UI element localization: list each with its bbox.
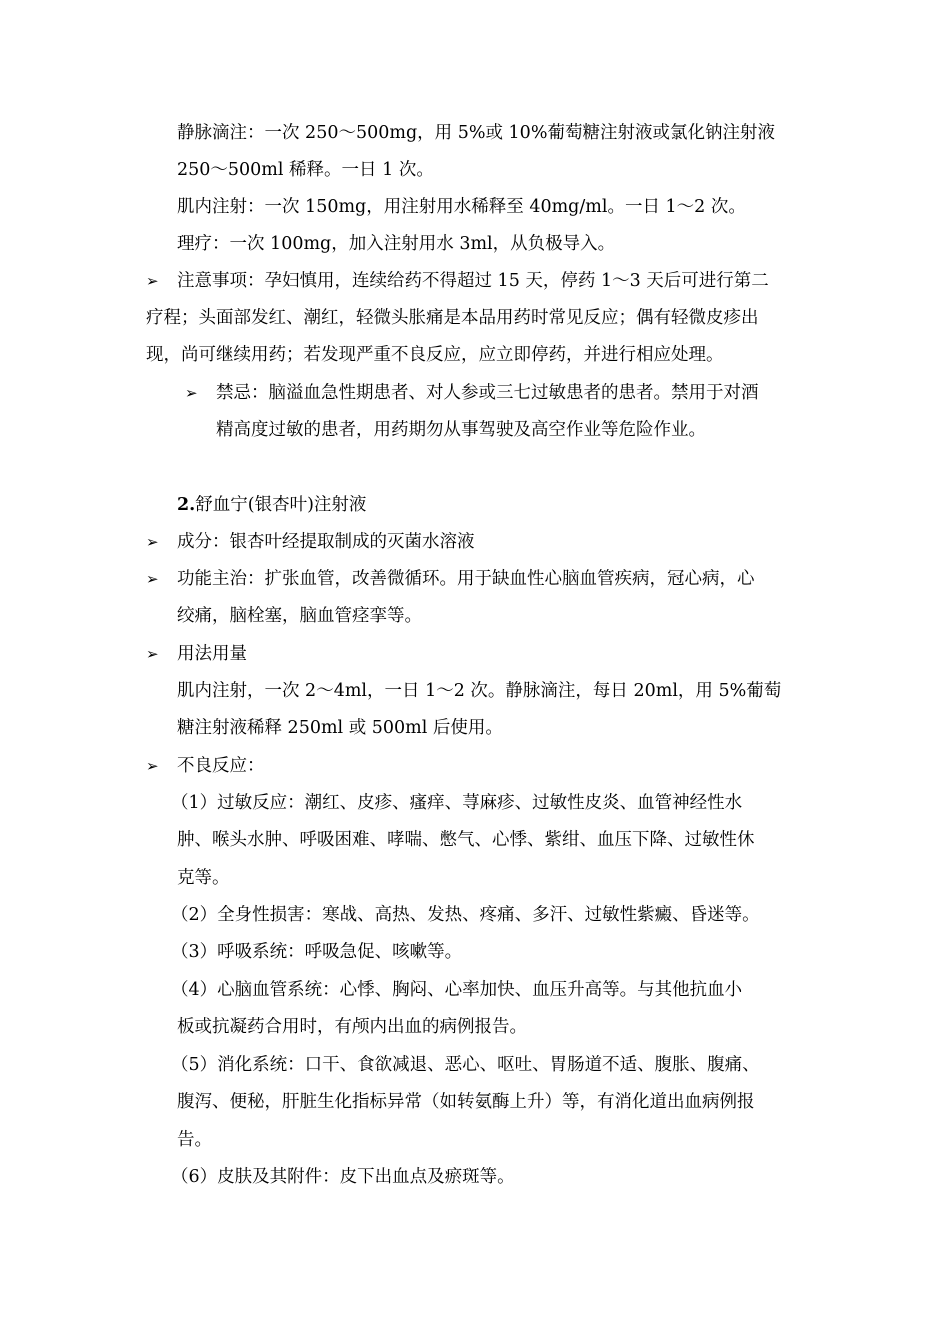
- adverse-3-line: （3）呼吸系统：呼吸急促、咳嗽等。: [171, 942, 463, 962]
- adverse-1-line-3: 克等。: [177, 868, 230, 888]
- bullet-arrow-icon: ➢: [146, 570, 159, 588]
- adverse-6-line: （6）皮肤及其附件：皮下出血点及瘀斑等。: [171, 1167, 515, 1187]
- adverse-heading: 不良反应：: [177, 756, 265, 776]
- contraindications-line-2: 精高度过敏的患者，用药期勿从事驾驶及高空作业等危险作业。: [216, 420, 706, 440]
- iv-drip-line-2: 250～500ml 稀释。一日 1 次。: [177, 160, 434, 180]
- section-2-title: [177, 493, 366, 517]
- contraindications-line-1: 禁忌：脑溢血急性期患者、对人参或三七过敏患者的患者。禁用于对酒: [216, 383, 759, 403]
- bullet-arrow-icon: ➢: [185, 384, 198, 402]
- usage-heading: 用法用量: [177, 644, 247, 664]
- bullet-arrow-icon: ➢: [146, 645, 159, 663]
- precautions-line-3: 现，尚可继续用药；若发现严重不良反应，应立即停药，并进行相应处理。: [146, 345, 724, 365]
- section-2-number: 2.: [177, 495, 196, 515]
- bullet-arrow-icon: ➢: [146, 272, 159, 290]
- adverse-5-line-1: （5）消化系统：口干、食欲减退、恶心、呕吐、胃肠道不适、腹胀、腹痛、: [171, 1055, 760, 1075]
- usage-line-2: 糖注射液稀释 250ml 或 500ml 后使用。: [177, 718, 503, 738]
- precautions-line-1: 注意事项：孕妇慎用，连续给药不得超过 15 天，停药 1～3 天后可进行第二: [177, 271, 769, 291]
- physiotherapy-line: 理疗：一次 100mg，加入注射用水 3ml，从负极导入。: [177, 234, 616, 254]
- adverse-5-line-2: 腹泻、便秘，肝脏生化指标异常（如转氨酶上升）等，有消化道出血病例报: [177, 1092, 755, 1112]
- composition-line: 成分：银杏叶经提取制成的灭菌水溶液: [177, 532, 475, 552]
- precautions-line-2: 疗程；头面部发红、潮红，轻微头胀痛是本品用药时常见反应；偶有轻微皮疹出: [146, 308, 759, 328]
- bullet-arrow-icon: ➢: [146, 757, 159, 775]
- adverse-2-line: （2）全身性损害：寒战、高热、发热、疼痛、多汗、过敏性紫癜、昏迷等。: [171, 905, 760, 925]
- function-line-2: 绞痛，脑栓塞，脑血管痉挛等。: [177, 606, 422, 626]
- usage-line-1: 肌内注射，一次 2～4ml，一日 1～2 次。静脉滴注，每日 20ml，用 5%葡萄: [177, 681, 782, 701]
- adverse-5-line-3: 告。: [177, 1130, 212, 1150]
- adverse-1-line-1: （1）过敏反应：潮红、皮疹、瘙痒、荨麻疹、过敏性皮炎、血管神经性水: [171, 793, 743, 813]
- section-2-title-text: 舒血宁(银杏叶)注射液: [195, 495, 367, 515]
- im-injection-line: 肌内注射：一次 150mg，用注射用水稀释至 40mg/ml。一日 1～2 次。: [177, 197, 746, 217]
- function-line-1: 功能主治：扩张血管，改善微循环。用于缺血性心脑血管疾病，冠心病，心: [177, 569, 755, 589]
- adverse-4-line-2: 板或抗凝药合用时，有颅内出血的病例报告。: [177, 1017, 527, 1037]
- adverse-4-line-1: （4）心脑血管系统：心悸、胸闷、心率加快、血压升高等。与其他抗血小: [171, 980, 743, 1000]
- adverse-1-line-2: 肿、喉头水肿、呼吸困难、哮喘、憋气、心悸、紫绀、血压下降、过敏性休: [177, 830, 755, 850]
- iv-drip-line-1: 静脉滴注：一次 250～500mg，用 5%或 10%葡萄糖注射液或氯化钠注射液: [177, 123, 775, 143]
- bullet-arrow-icon: ➢: [146, 533, 159, 551]
